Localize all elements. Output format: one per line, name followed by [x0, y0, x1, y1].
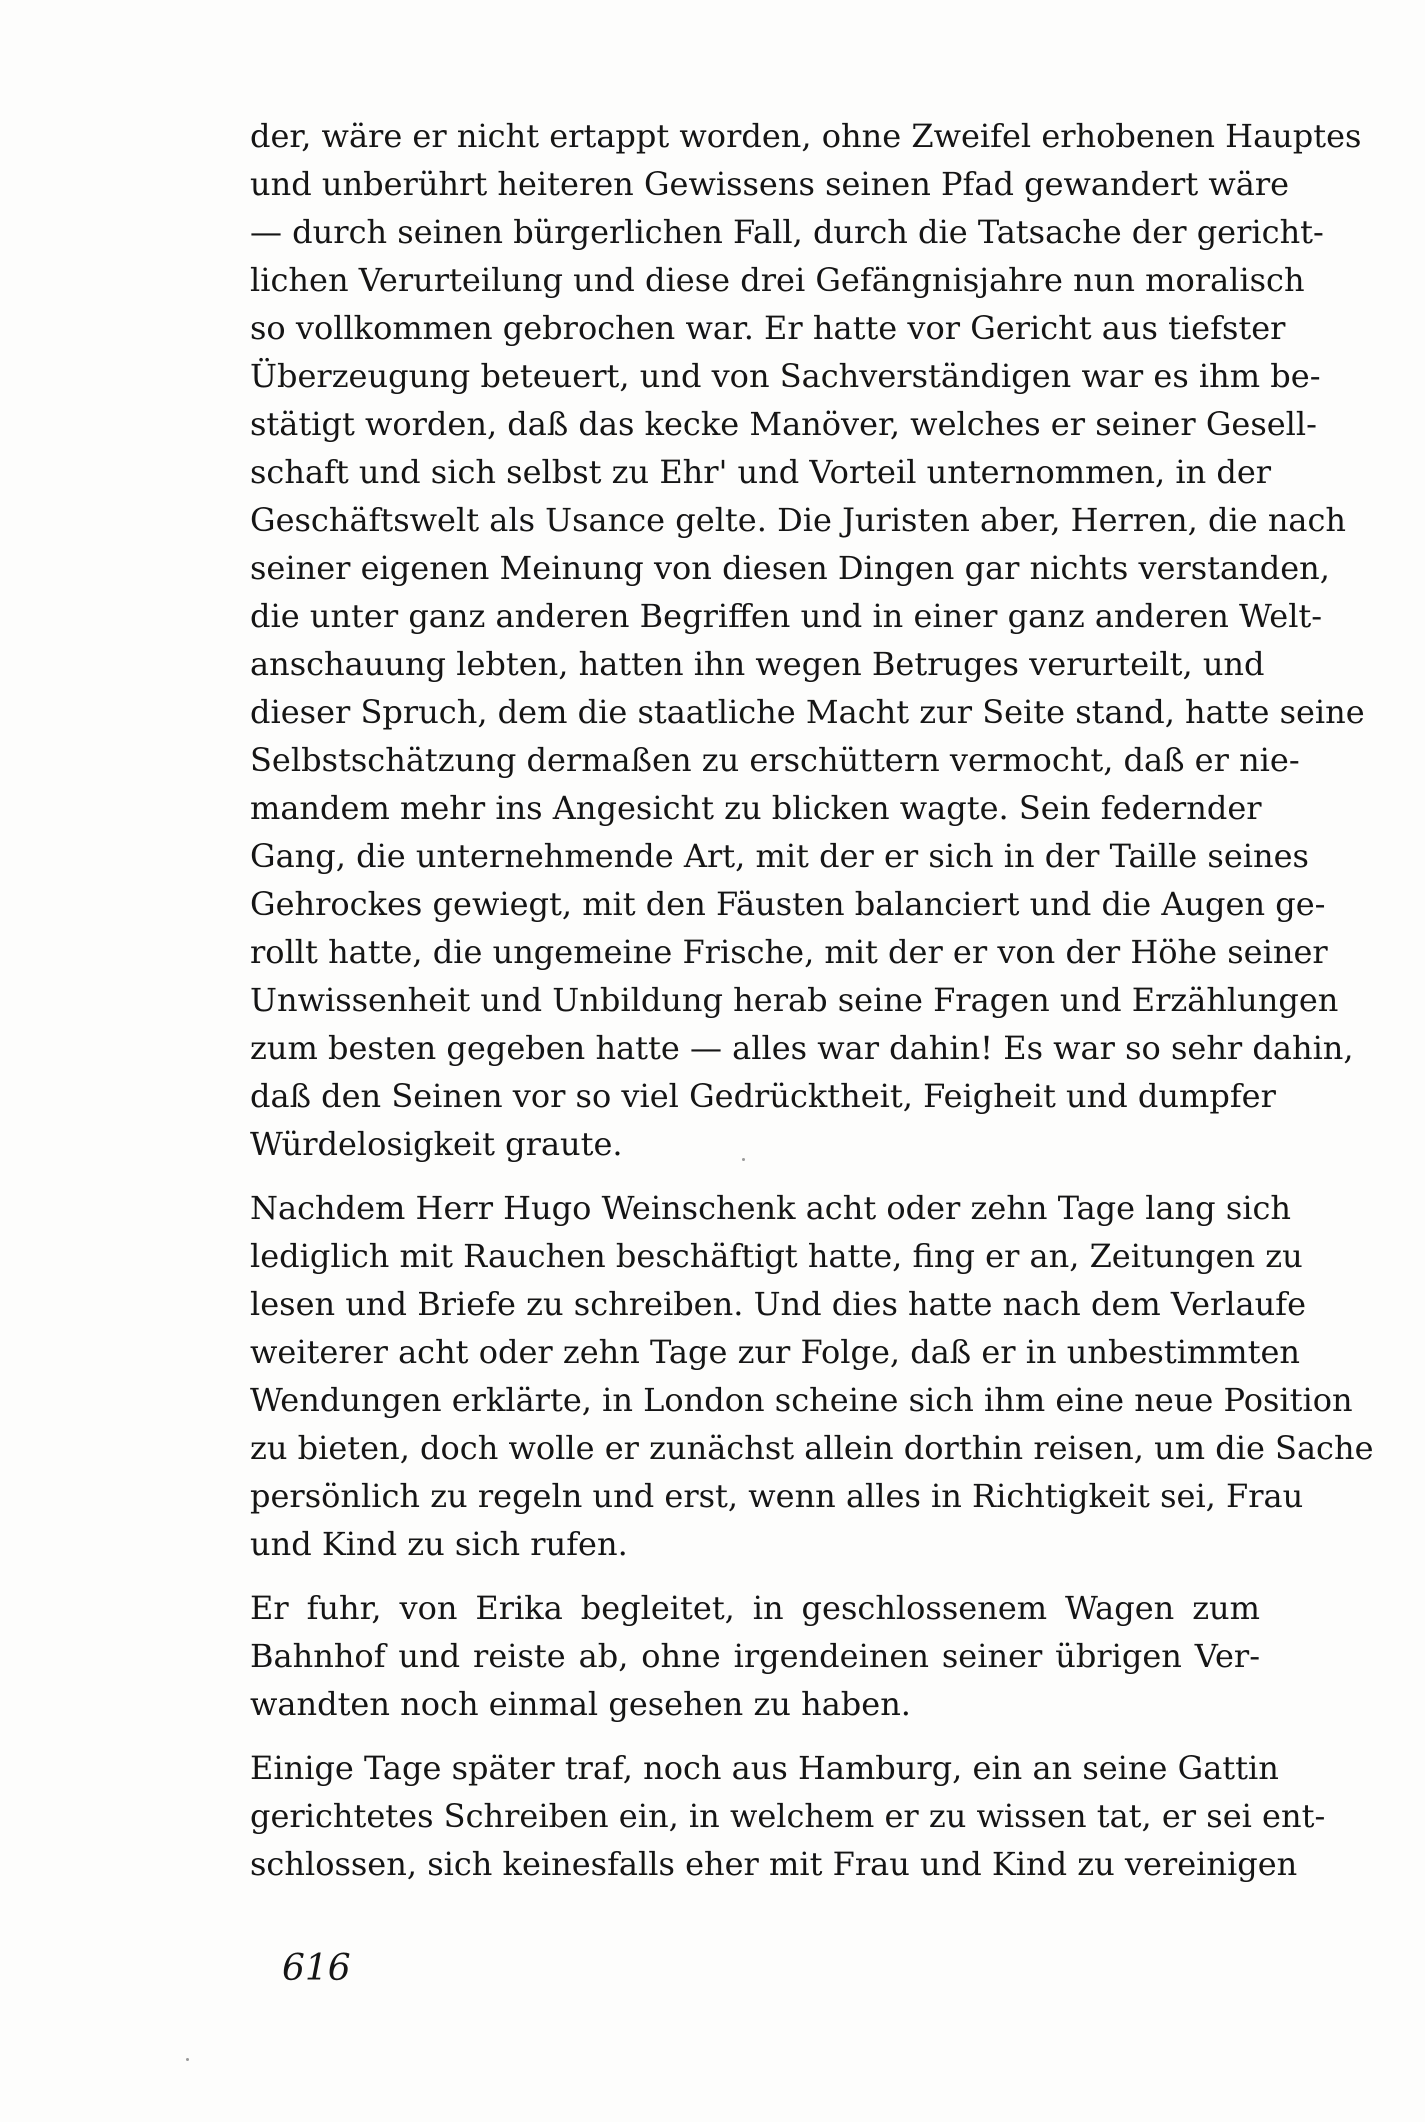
text-line: weiterer acht oder zehn Tage zur Folge, daß er in unbestimmten: [250, 1333, 1301, 1371]
text-line: lichen Verurteilung und diese drei Gefängnisjahre nun moralisch: [250, 261, 1305, 299]
text-line: lesen und Briefe zu schreiben. Und dies hatte nach dem Verlaufe: [250, 1285, 1306, 1323]
text-line: zu bieten, doch wolle er zunächst allein dorthin reisen, um die Sache: [250, 1429, 1374, 1467]
text-line: Er fuhr, von Erika begleitet, in geschlossenem Wagen zum: [250, 1589, 1260, 1627]
text-line: Gehrockes gewiegt, mit den Fäusten balanciert und die Augen ge-: [250, 885, 1326, 923]
text-line: zum besten gegeben hatte — alles war dahin! Es war so sehr dahin,: [250, 1029, 1354, 1067]
text-line: seiner eigenen Meinung von diesen Dingen gar nichts verstanden,: [250, 549, 1330, 587]
text-line: Würdelosigkeit graute.: [250, 1125, 623, 1163]
text-line: Geschäftswelt als Usance gelte. Die Juristen aber, Herren, die nach: [250, 501, 1347, 539]
text-line: schlossen, sich keinesfalls eher mit Frau und Kind zu vereinigen: [250, 1845, 1298, 1883]
text-line: Bahnhof und reiste ab, ohne irgendeinen seiner übrigen Ver-: [250, 1637, 1260, 1675]
text-line: anschauung lebten, hatten ihn wegen Betruges verurteilt, und: [250, 645, 1265, 683]
text-line: Einige Tage später traf, noch aus Hamburg, ein an seine Gattin: [250, 1749, 1279, 1787]
text-line: der, wäre er nicht ertappt worden, ohne Zweifel erhobenen Hauptes: [250, 117, 1362, 155]
text-line: so vollkommen gebrochen war. Er hatte vor Gericht aus tiefster: [250, 309, 1286, 347]
text-line: daß den Seinen vor so viel Gedrücktheit, Feigheit und dumpfer: [250, 1077, 1276, 1115]
text-line: Nachdem Herr Hugo Weinschenk acht oder zehn Tage lang sich: [250, 1189, 1291, 1227]
paragraph: [250, 1184, 1374, 1568]
paper-speck: [186, 2058, 189, 2061]
paragraph-spacer: [250, 1728, 1260, 1744]
text-line: Überzeugung beteuert, und von Sachverständigen war es ihm be-: [250, 357, 1321, 395]
text-line: mandem mehr ins Angesicht zu blicken wagte. Sein federnder: [250, 789, 1262, 827]
paragraph-spacer: [250, 1168, 1260, 1184]
text-line: lediglich mit Rauchen beschäftigt hatte, fing er an, Zeitungen zu: [250, 1237, 1303, 1275]
text-line: Wendungen erklärte, in London scheine sich ihm eine neue Position: [250, 1381, 1353, 1419]
text-line: Unwissenheit und Unbildung herab seine Fragen und Erzählungen: [250, 981, 1339, 1019]
text-line: und unberührt heiteren Gewissens seinen Pfad gewandert wäre: [250, 165, 1290, 203]
paragraph: [250, 1584, 1260, 1728]
paper-speck: [742, 1158, 745, 1161]
text-line: — durch seinen bürgerlichen Fall, durch die Tatsache der gericht-: [250, 213, 1324, 251]
text-line: rollt hatte, die ungemeine Frische, mit der er von der Höhe seiner: [250, 933, 1328, 971]
text-line: Gang, die unternehmende Art, mit der er sich in der Taille seines: [250, 837, 1309, 875]
paragraph-spacer: [250, 1568, 1260, 1584]
text-line: stätigt worden, daß das kecke Manöver, welches er seiner Gesell-: [250, 405, 1317, 443]
paragraph: [250, 112, 1365, 1168]
text-line: gerichtetes Schreiben ein, in welchem er zu wissen tat, er sei ent-: [250, 1797, 1326, 1835]
page-number: 616: [282, 1948, 351, 1989]
body-text: [250, 112, 1374, 1888]
text-line: die unter ganz anderen Begriffen und in einer ganz anderen Welt-: [250, 597, 1323, 635]
text-line: schaft und sich selbst zu Ehr' und Vorteil unternommen, in der: [250, 453, 1272, 491]
text-line: und Kind zu sich rufen.: [250, 1525, 628, 1563]
text-line: persönlich zu regeln und erst, wenn alles in Richtigkeit sei, Frau: [250, 1477, 1304, 1515]
text-line: Selbstschätzung dermaßen zu erschüttern vermocht, daß er nie-: [250, 741, 1300, 779]
paragraph: [250, 1744, 1326, 1888]
text-line: dieser Spruch, dem die staatliche Macht zur Seite stand, hatte seine: [250, 693, 1365, 731]
text-line: wandten noch einmal gesehen zu haben.: [250, 1685, 911, 1723]
